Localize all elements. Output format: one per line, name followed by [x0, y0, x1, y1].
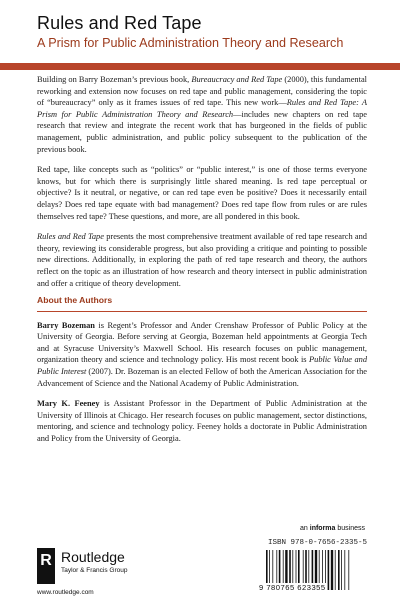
informa-tagline: an informa business: [300, 525, 365, 532]
back-cover-text: [37, 74, 367, 445]
author-bio-bozeman: Barry Bozeman is Regent’s Professor and Ander Crenshaw Professor of Public Policy at the University of Georgia. Before serving at Georgia, Bozeman held appointments at Georgia Tech and at Syracuse University’s Maxwell School. His research focuses on public management, organization theory and science and technology policy. His most recent book is Public Value and Public Interest (2007). Dr. Bozeman is an elected Fellow of both the American Association for the Advancement of Science and the National Academy of Public Administration.: [37, 320, 368, 388]
description-paragraph-1: Building on Barry Bozeman’s previous book, Bureaucracy and Red Tape (2000), this fundamental reworking and extension now focuses on red tape and public management, considering the topic of “bureaucracy” only as it frames issues of red tape. This new work—Rules and Red Tape: A Prism for Public Administration Theory and Research—includes new chapters on red tape research that review and integrate the recent work that has burgeoned in the fields of public management, public administration, and public policy subsequent to the publication of the previous book.: [37, 75, 367, 154]
isbn-text: ISBN 978-0-7656-2335-5: [268, 539, 368, 547]
description-paragraph-3: Rules and Red Tape presents the most comprehensive treatment available of red tape research and theory, reviewing its considerable progress, but also providing a critique and pointing to possible new directions. Additionally, in exploring the path of red tape research and theory, the authors reflect on the topic as an illustration of how research and theory intersect in public administration and offer a critique of theory development.: [37, 232, 367, 288]
author-bio-feeney: Mary K. Feeney is Assistant Professor in the Department of Public Administration at the University of Illinois at Chicago. Her research focuses on public management, sector distinctions, mentoring, and science and technology policy. Feeney holds a doctorate in Public Administration and Policy from the University of Georgia.: [37, 399, 368, 444]
routledge-r-icon: R: [37, 548, 55, 584]
barcode-number: 9 780765 623355: [259, 583, 326, 592]
description-paragraph-2: Red tape, like concepts such as “politics” or “public interest,” is one of those terms everyone knows, but for which there is surprisingly little shared meaning. Is red tape perceptual or objective? Is it neutral, or negative, or can red tape even be positive? Does it necessarily entail delays? Does red tape equate with bad management? Does red tape flow from rules or are rules themselves red tape? These questions, and more, are all pondered in this book.: [37, 165, 367, 221]
about-rule: [37, 311, 367, 312]
publisher-name: Routledge: [61, 549, 125, 565]
book-subtitle: A Prism for Public Administration Theory and Research: [37, 36, 344, 50]
accent-rule: [0, 63, 400, 70]
publisher-url: www.routledge.com: [37, 589, 94, 596]
book-title: Rules and Red Tape: [37, 13, 202, 33]
about-authors-heading: About the Authors: [37, 295, 113, 306]
publisher-group: Taylor & Francis Group: [61, 567, 128, 574]
